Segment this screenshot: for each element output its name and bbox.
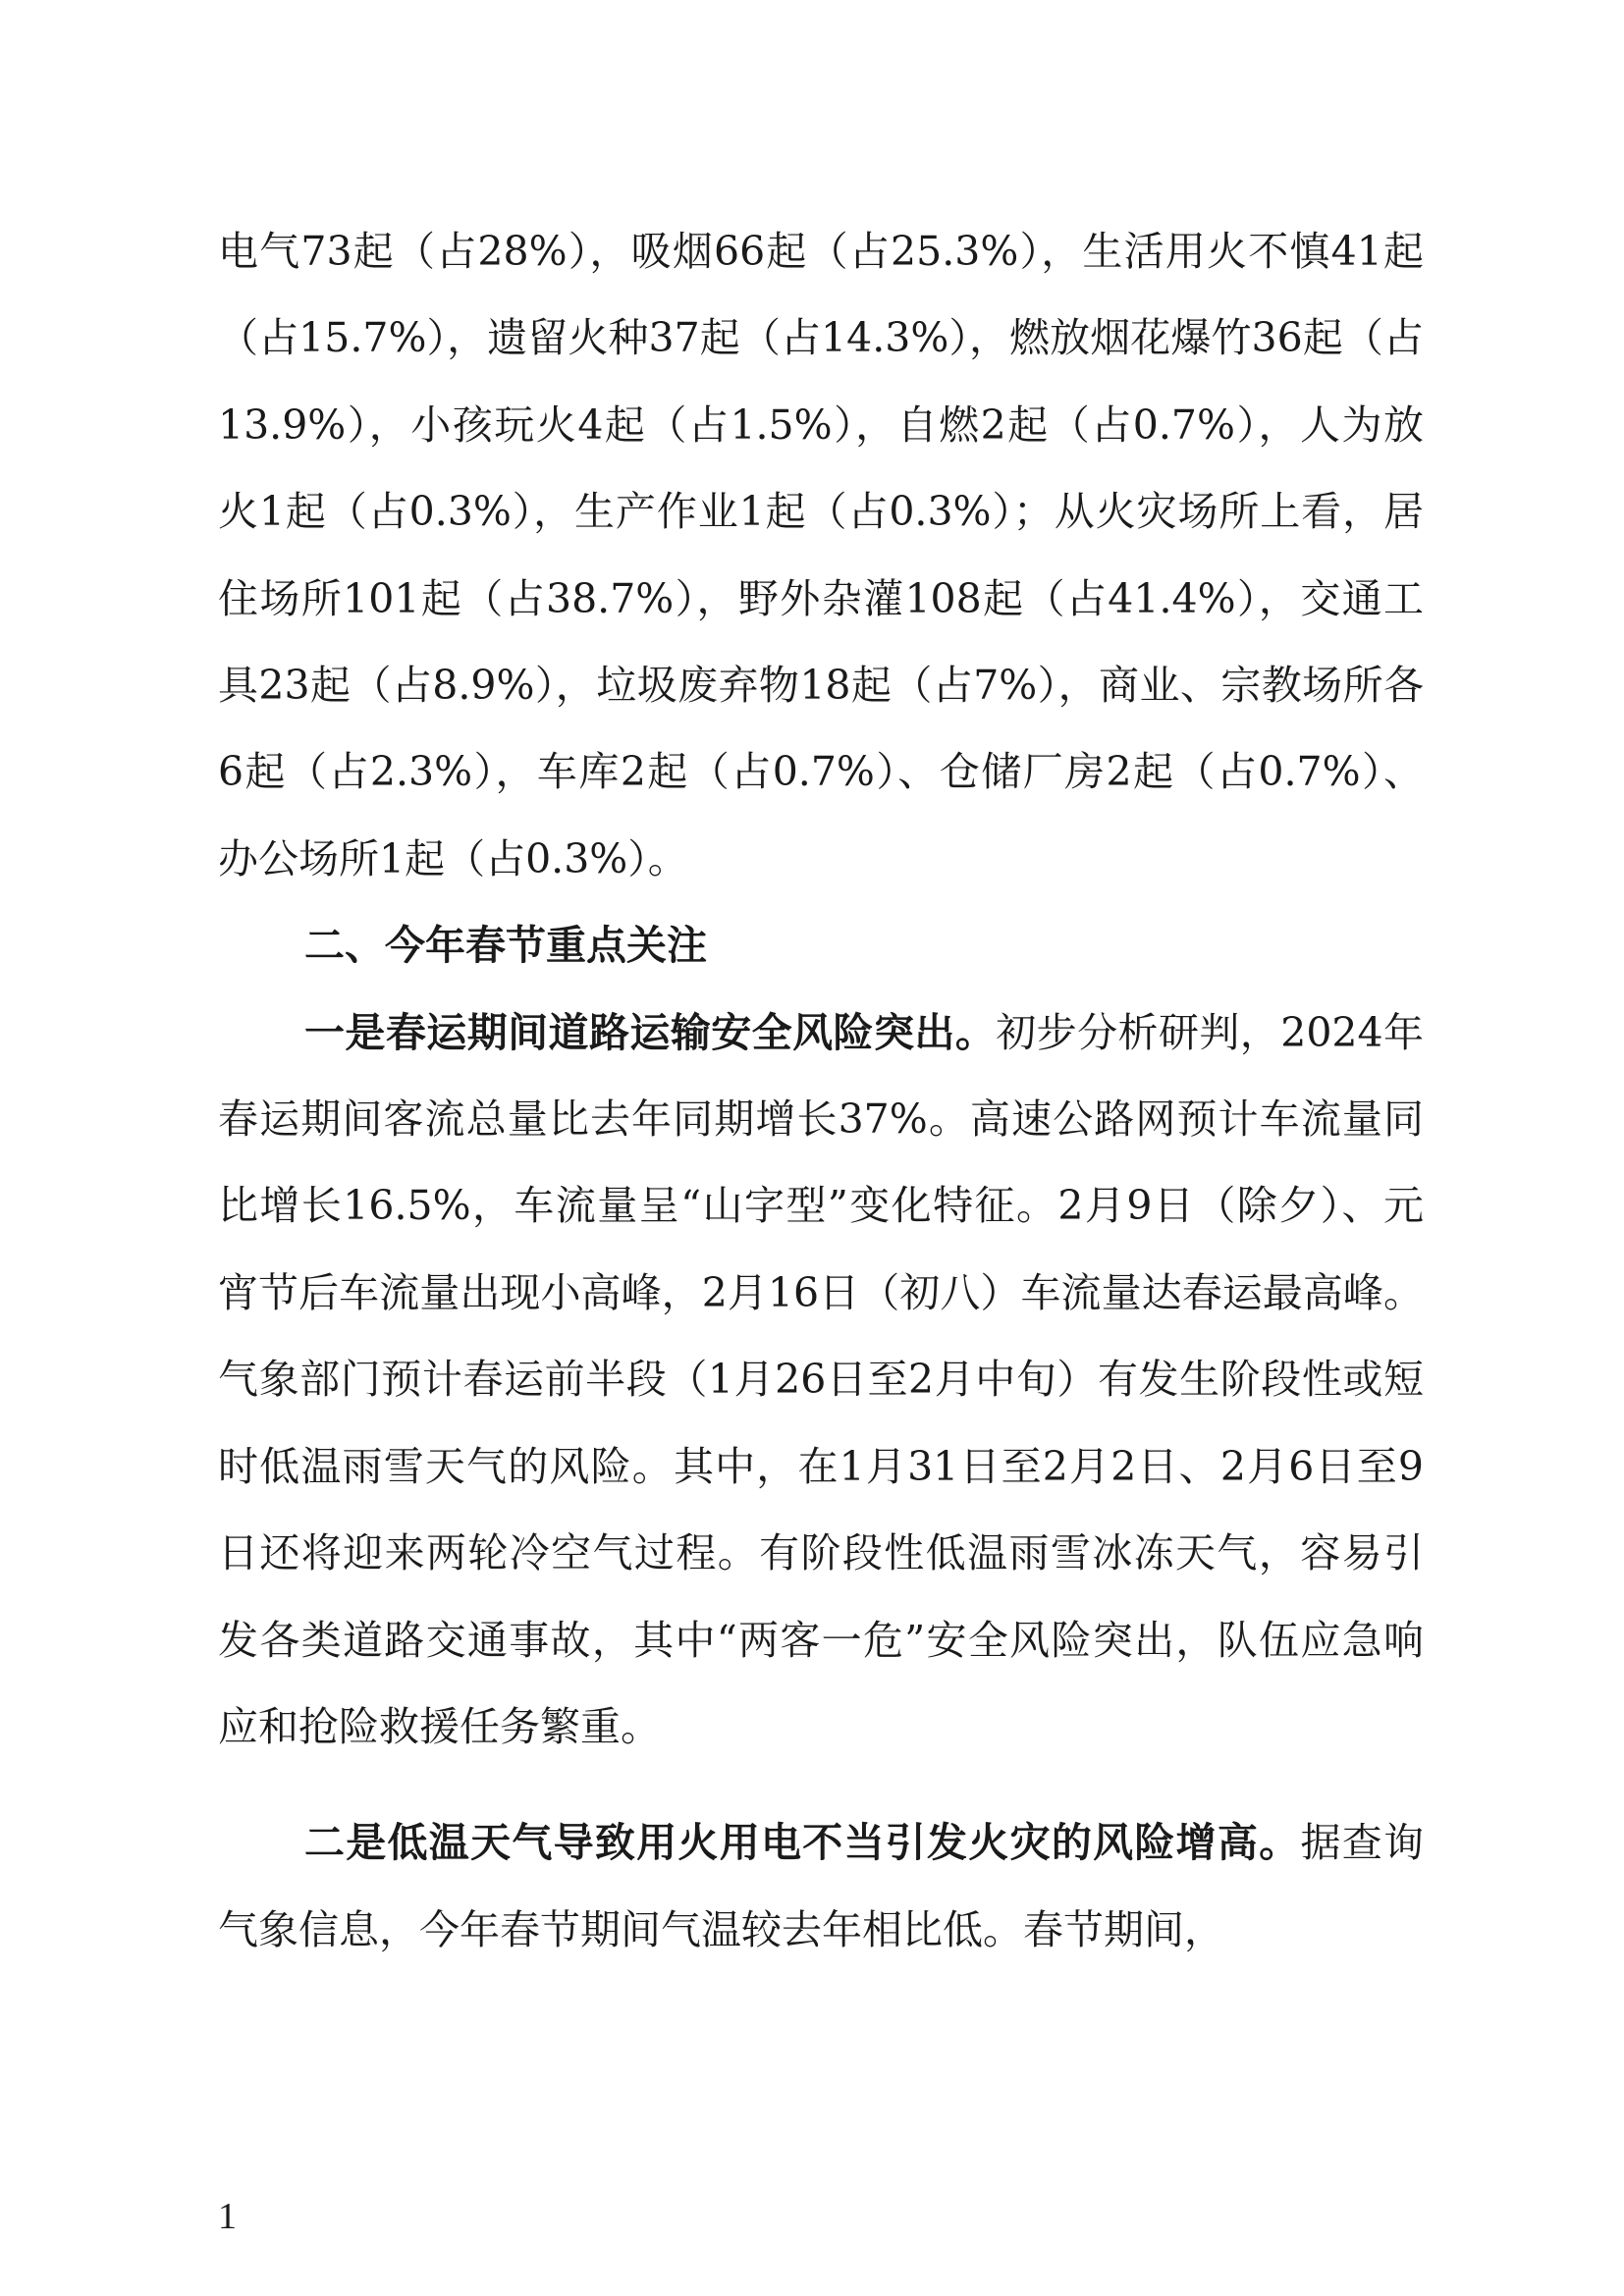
paragraph-lead-road-transport: 一是春运期间道路运输安全风险突出。 xyxy=(304,1008,997,1056)
document-body xyxy=(218,208,1424,1973)
paragraph-road-transport-risk xyxy=(218,989,1424,1771)
paragraph-fire-statistics: 电气73起（占28%），吸烟66起（占25.3%），生活用火不慎41起（占15.7%），遗留火种37起（占14.3%），燃放烟花爆竹36起（占13.9%），小孩玩火4起（占1.5%），自燃2起（占0.7%），人为放火1起（占0.3%），生产作业1起（占0.3%）；从火灾场所上看，居住场所101起（占38.7%），野外杂灌108起（占41.4%），交通工具23起（占8.9%），垃圾废弃物18起（占7%），商业、宗教场所各6起（占2.3%），车库2起（占0.7%）、仓储厂房2起（占0.7%）、办公场所1起（占0.3%）。 xyxy=(218,228,1424,882)
page-number: 1 xyxy=(218,2196,237,2237)
paragraph-body-road-transport: 初步分析研判，2024年春运期间客流总量比去年同期增长37%。高速公路网预计车流量同比增长16.5%，车流量呈“山字型”变化特征。2月9日（除夕）、元宵节后车流量出现小高峰，2月16日（初八）车流量达春运最高峰。气象部门预计春运前半段（1月26日至2月中旬）有发生阶段性或短时低温雨雪天气的风险。其中，在1月31日至2月2日、2月6日至9日还将迎来两轮冷空气过程。有阶段性低温雨雪冰冻天气，容易引发各类道路交通事故，其中“两客一危”安全风险突出，队伍应急响应和抢险救援任务繁重。 xyxy=(218,1008,1425,1750)
paragraph-lead-low-temperature: 二是低温天气导致用火用电不当引发火灾的风险增高。 xyxy=(304,1819,1301,1867)
paragraph-body-low-temperature: 据查询气象信息，今年春节期间气温较去年相比低。春节期间， xyxy=(218,1819,1425,1953)
section-heading: 二、今年春节重点关注 xyxy=(304,922,707,970)
paragraph-low-temperature-fire-risk xyxy=(218,1799,1424,1973)
